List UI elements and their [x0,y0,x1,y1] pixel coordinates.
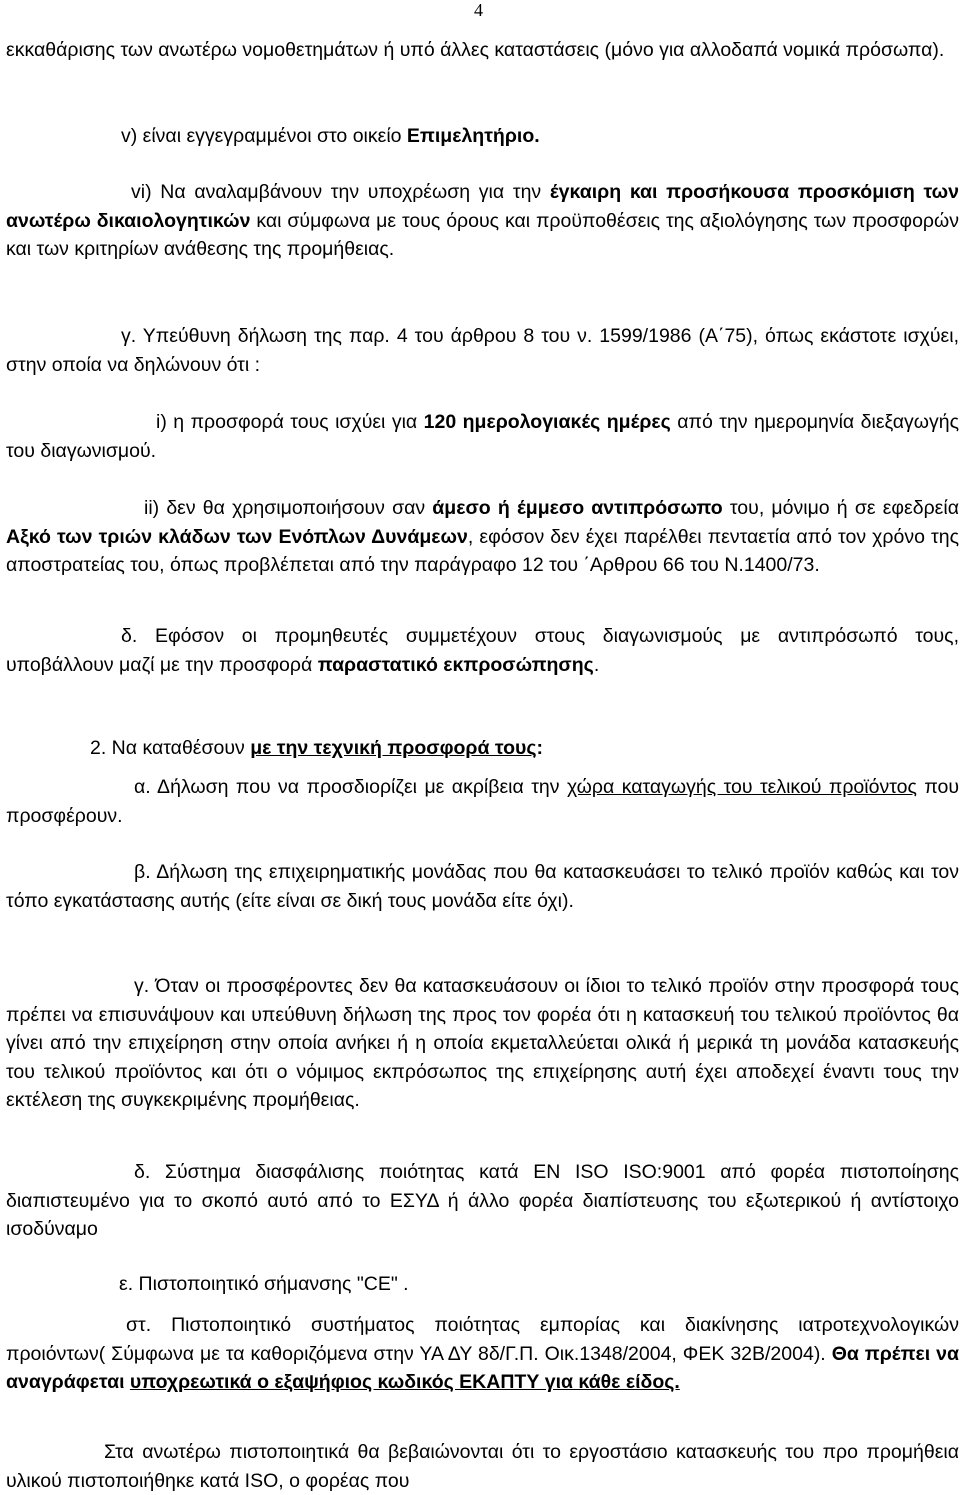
paragraph-p15 [6,1438,959,1495]
text: ε. Πιστοποιητικό σήμανσης "CE" . [119,1273,409,1295]
text: γ. Όταν οι προσφέροντες δεν θα κατασκευάσουν οι ίδιοι το τελικό προϊόν στην προσφορά τους πρέπει να επισυνάψουν και υπεύθυνη δήλωση της προς τον φορέα ότι η κατασκευή του τελικού προϊόντος θα γίνει από την επιχείρηση στην οποία ανήκει ή η οποία εκμεταλλεύεται ολικά ή μερικά τη μονάδα κατασκευής του τελικού προϊόντος και ότι ο νόμιμος εκπρόσωπος της επιχείρησης αυτή έχει αποδεχεί έναντι τους την εκτέλεση της συγκεκριμένης προμήθειας. [6,975,959,1112]
paragraph-p6 [6,494,959,580]
bold-text: 120 ημερολογιακές ημέρες [423,411,671,433]
paragraph-p10 [6,858,959,915]
text: στ. Πιστοποιητικό συστήματος ποιότητας εμπορίας και διακίνησης ιατροτεχνολογικών προιόντων( Σύμφωνα με τα καθοριζόμενα στην ΥΑ ΔΥ 8δ/Γ.Π. Οικ.1348/2004, ΦΕΚ 32Β/2004). [6,1314,959,1365]
page-number: 4 [474,0,483,20]
paragraph-p7 [6,622,959,679]
underlined-text: με την τεχνική προσφορά τους [250,737,537,759]
text: και σύμφωνα με τους όρους και προϋποθέσεις της αξιολόγησης των προσφορών και των κριτηρίων ανάθεσης της προμήθειας. [6,209,959,261]
bold-text: παραστατικό εκπροσώπησης [317,653,594,676]
paragraph-p14 [6,1311,959,1397]
bold-text: Θα πρέπει να αναγράφεται [6,1342,959,1394]
paragraph-p2 [6,122,959,151]
bold-text: Αξκό των τριών κλάδων των Ενόπλων Δυνάμεων [6,525,468,548]
text: του, μόνιμο ή σε εφεδρεία [722,497,959,519]
bold-text: έγκαιρη και προσήκουσα προσκόμιση των ανωτέρω δικαιολογητικών [6,181,960,232]
text: δ. Εφόσον οι προμηθευτές συμμετέχουν στους διαγωνισμούς με αντιπρόσωπό τους, υποβάλλουν μαζί με την προσφορά [6,625,959,676]
text: ii) δεν θα χρησιμοποιήσουν σαν [144,497,433,519]
bold-text: : [536,737,543,759]
bold-underline-text [250,737,536,759]
text: εκκαθάρισης των ανωτέρω νομοθετημάτων ή υπό άλλες καταστάσεις (μόνο για αλλοδαπά νομικά πρόσωπα). [6,39,945,61]
text: v) είναι εγγεγραμμένοι στο οικείο [121,125,407,147]
text: γ. Υπεύθυνη δήλωση της παρ. 4 του άρθρου 8 του ν. 1599/1986 (Α΄75), όπως εκάστοτε ισχύει, στην οποία να δηλώνουν ότι : [6,325,959,376]
text: από την ημερομηνία διεξαγωγής του διαγωνισμού. [6,411,959,462]
text: , εφόσον δεν έχει παρέλθει πενταετία από τον χρόνο της αποστρατείας του, όπως προβλέπεται από την παράγραφο 12 του ΄Αρθρου 66 του Ν.1400/73. [6,525,959,577]
paragraph-p9 [6,773,959,830]
text: i) η προσφορά τους ισχύει για [156,411,424,433]
paragraph-p13 [6,1270,959,1299]
text: 2. Να καταθέσουν [90,737,251,759]
underlined-text: χώρα καταγωγής του τελικού προϊόντος [566,776,917,798]
underlined-text: υποχρεωτικά ο εξαψήφιος κωδικός ΕΚΑΠΤΥ για κάθε είδος. [129,1371,680,1394]
text: δ. Σύστημα διασφάλισης ποιότητας κατά EN ISO ISO:9001 από φορέα πιστοποίησης διαπιστευμένο για το σκοπό αυτό από το ΕΣΥΔ ή άλλο φορέα διαπίστευσης του εξωτερικού ή αντίστοιχο ισοδύναμο [6,1161,959,1241]
paragraph-p1 [6,36,959,65]
text: που προσφέρουν. [6,776,960,827]
paragraph-p8 [6,734,959,763]
bold-underline-text [130,1371,680,1393]
paragraph-p11 [6,972,959,1115]
text: vi) Να αναλαμβάνουν την υποχρέωση για την [131,181,550,203]
bold-text: άμεσο ή έμμεσο αντιπρόσωπο [432,497,723,519]
bold-text: Επιμελητήριο. [406,125,540,147]
paragraph-p12 [6,1158,959,1244]
text: . [593,653,600,676]
paragraph-p4 [6,322,959,379]
text: β. Δήλωση της επιχειρηματικής μονάδας που θα κατασκευάσει το τελικό προϊόν καθώς και τον τόπο εγκατάστασης αυτής (είτε είναι σε δική τους μονάδα είτε όχι). [6,861,959,912]
text: Στα ανωτέρω πιστοποιητικά θα βεβαιώνονται ότι το εργοστάσιο κατασκευής του προ προμήθεια υλικού πιστοποιήθηκε κατά ISO, ο φορέας που [6,1441,959,1492]
paragraph-p3 [6,178,959,264]
paragraph-p5 [6,408,959,465]
text: α. Δήλωση που να προσδιορίζει με ακρίβεια την [134,776,567,798]
